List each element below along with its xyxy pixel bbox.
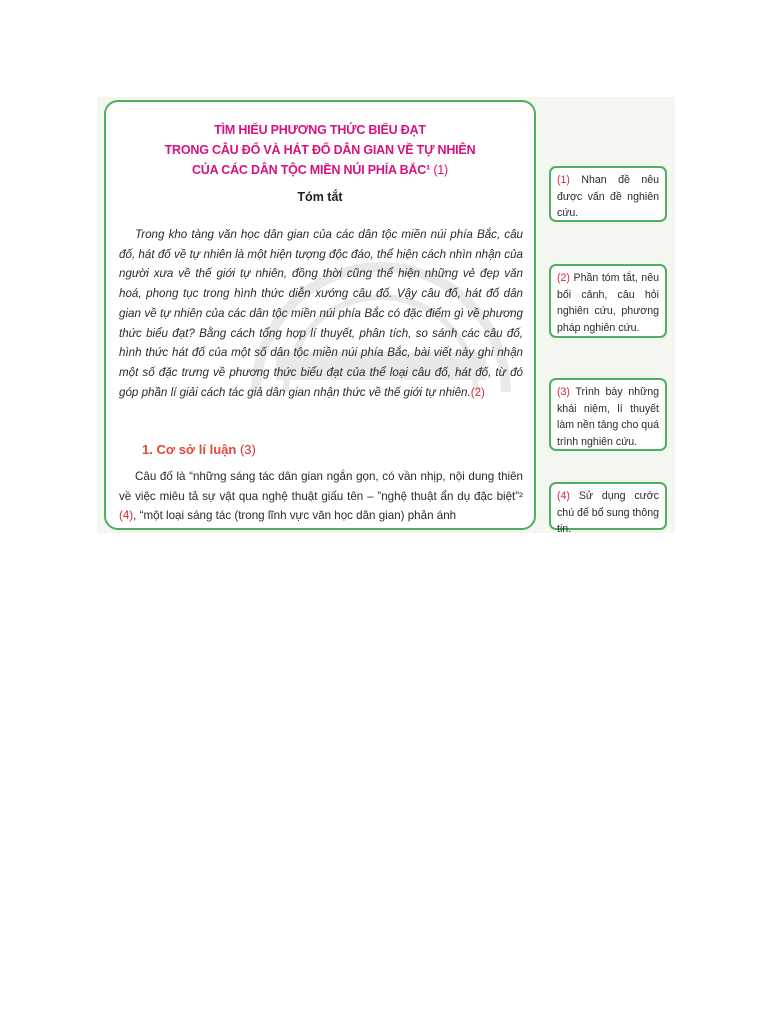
abstract-text: Trong kho tàng văn học dân gian của các dân tộc miền núi phía Bắc, câu đố, hát đố về tự nhiên là một hiện tượng độc đáo, thể hiện cách nhìn nhận của người xưa về thế giới tự nhiên, đồng thời cũng thể hiện những vẻ đẹp văn hoá, phong tục trong hình thức diễn xướng câu đố. Vậy câu đố, hát đố dân gian về tự nhiên của các dân tộc miền núi phía Bắc có đặc điểm gì về phương thức biểu đạt? Bằng cách tổng hợp lí thuyết, phân tích, so sánh các câu đố, hình thức hát đố của một số dân tộc miền núi phía Bắc, bài viết này ghi nhận một số đặc trưng về phương thức biểu đạt của thể loại câu đố, hát đố, từ đó góp phần lí giải cách tác giả dân gian nhận thức về thế giới tự nhiên.	[119, 228, 523, 399]
body-text-part2: , “một loại sáng tác (trong lĩnh vực văn học dân gian) phản ánh	[133, 509, 457, 523]
note-text: Sử dụng cước chú để bổ sung thông tin.	[557, 490, 659, 535]
body-text-part1: Câu đố là “những sáng tác dân gian ngắn gọn, có vần nhịp, nội dung thiên về việc miêu tả sự vật qua nghệ thuật giấu tên – ”nghệ thuật ẩn dụ đặc biệt”²	[119, 470, 523, 503]
annotation-note-3	[549, 378, 667, 451]
section-heading	[142, 442, 256, 457]
article-title	[106, 120, 534, 180]
note-number: (2)	[557, 272, 570, 284]
article-box	[104, 100, 536, 530]
title-line	[106, 160, 534, 180]
note-text: Nhan đề nêu được vấn đề nghiên cứu.	[557, 174, 659, 219]
abstract-heading: Tóm tắt	[297, 190, 343, 204]
note-number: (4)	[557, 490, 570, 502]
note-number: (1)	[557, 174, 570, 186]
annotation-note-2	[549, 264, 667, 338]
annotation-note-1	[549, 166, 667, 222]
title-line: TÌM HIỂU PHƯƠNG THỨC BIỂU ĐẠT	[214, 123, 426, 137]
title-line-text: CỦA CÁC DÂN TỘC MIỀN NÚI PHÍA BẮC¹	[191, 163, 431, 177]
title-line: TRONG CÂU ĐỐ VÀ HÁT ĐỐ DÂN GIAN VỀ TỰ NHIÊN	[164, 143, 476, 157]
annotation-note-4	[549, 482, 667, 535]
note-text: Trình bày những khái niệm, lí thuyết làm nền tảng cho quá trình nghiên cứu.	[557, 386, 659, 448]
body-marker: (4)	[119, 509, 134, 523]
abstract-marker: (2)	[470, 385, 485, 399]
title-marker: (1)	[433, 163, 449, 177]
body-paragraph	[119, 467, 523, 526]
section-marker: (3)	[239, 442, 256, 457]
abstract-paragraph	[119, 225, 523, 402]
note-text: Phần tóm tắt, nêu bối cảnh, câu hỏi nghiên cứu, phương pháp nghiên cứu.	[557, 272, 659, 334]
section-heading-text: 1. Cơ sở lí luận	[142, 442, 237, 457]
note-number: (3)	[557, 386, 570, 398]
